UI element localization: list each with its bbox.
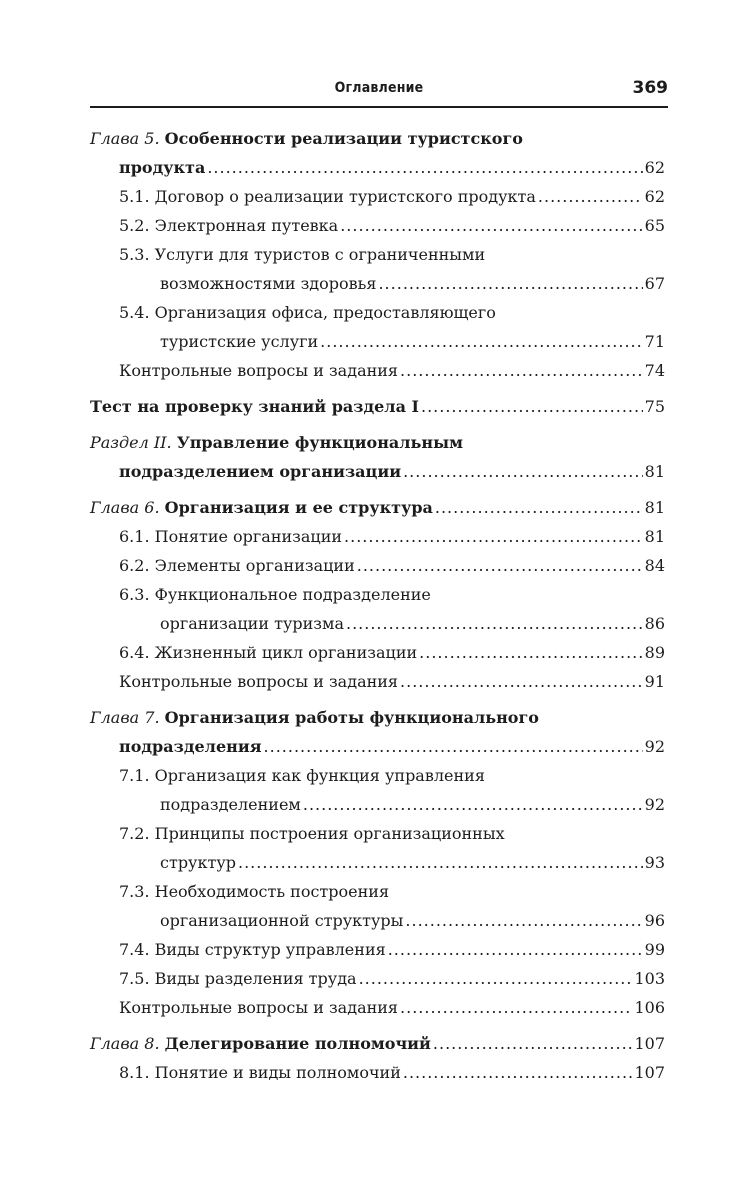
- page-ref: 89: [644, 643, 665, 662]
- section-title: Контрольные вопросы и задания: [119, 998, 399, 1017]
- leader-dots: [400, 667, 643, 696]
- section-title: 7.3. Необходимость построения: [119, 882, 390, 901]
- toc-section-7-5[interactable]: [90, 964, 665, 993]
- header-title: Оглавление: [334, 80, 424, 96]
- page-ref: 91: [644, 672, 665, 691]
- page-ref: 74: [644, 361, 665, 380]
- section-title: 7.5. Виды разделения труда: [119, 969, 357, 988]
- part-title-cont: подразделением организации: [119, 462, 402, 481]
- table-of-contents: [90, 124, 665, 1087]
- section-title-cont: организации туризма: [160, 614, 344, 633]
- leader-dots: [207, 153, 642, 182]
- running-header: [90, 74, 668, 108]
- test-title: Тест на проверку знаний раздела I: [90, 397, 419, 416]
- toc-questions-6[interactable]: [90, 667, 665, 696]
- toc-section-6-3[interactable]: [90, 580, 665, 638]
- leader-dots: [400, 993, 632, 1022]
- page-ref: 103: [634, 969, 665, 988]
- leader-dots: [403, 457, 643, 486]
- toc-chapter-8[interactable]: [90, 1029, 665, 1058]
- leader-dots: [538, 182, 643, 211]
- section-title: 6.4. Жизненный цикл организации: [119, 643, 418, 662]
- page-ref: 81: [644, 527, 665, 546]
- section-title-cont: организационной структуры: [160, 911, 404, 930]
- section-title: 7.1. Организация как функция управления: [119, 766, 485, 785]
- section-title: 5.2. Электронная путевка: [119, 216, 339, 235]
- section-title: 5.3. Услуги для туристов с ограниченными: [119, 245, 486, 264]
- section-title: 6.1. Понятие организации: [119, 527, 343, 546]
- toc-part-2[interactable]: [90, 428, 665, 486]
- page-number: 369: [632, 78, 668, 98]
- toc-section-8-1[interactable]: [90, 1058, 665, 1087]
- leader-dots: [344, 522, 643, 551]
- section-title: 5.4. Организация офиса, предоставляющего: [119, 303, 496, 322]
- section-title: 8.1. Понятие и виды полномочий: [119, 1063, 401, 1082]
- toc-section-7-2[interactable]: [90, 819, 665, 877]
- chapter-prefix: Глава 8.: [90, 1034, 160, 1053]
- toc-section-6-4[interactable]: [90, 638, 665, 667]
- page-ref: 96: [644, 911, 665, 930]
- toc-section-5-1[interactable]: [90, 182, 665, 211]
- section-title-cont: структур: [160, 853, 236, 872]
- leader-dots: [388, 935, 643, 964]
- page-ref: 65: [644, 216, 665, 235]
- chapter-title-cont: подразделения: [119, 737, 262, 756]
- leader-dots: [378, 269, 642, 298]
- toc-chapter-7[interactable]: [90, 703, 665, 761]
- toc-section-5-3[interactable]: [90, 240, 665, 298]
- page-ref: 107: [634, 1063, 665, 1082]
- toc-chapter-5[interactable]: [90, 124, 665, 182]
- chapter-title: Организация работы функционального: [164, 708, 539, 727]
- chapter-title: Делегирование полномочий: [164, 1034, 431, 1053]
- toc-section-7-4[interactable]: [90, 935, 665, 964]
- page-ref: 99: [644, 940, 665, 959]
- page-ref: 62: [644, 158, 665, 177]
- section-title: 5.1. Договор о реализации туристского продукта: [119, 187, 536, 206]
- section-title: 6.2. Элементы организации: [119, 556, 355, 575]
- section-title-cont: подразделением: [160, 795, 301, 814]
- page-ref: 81: [644, 462, 665, 481]
- leader-dots: [400, 356, 643, 385]
- toc-section-5-2[interactable]: [90, 211, 665, 240]
- leader-dots: [340, 211, 642, 240]
- page-ref: 71: [644, 332, 665, 351]
- leader-dots: [433, 1029, 633, 1058]
- toc-questions-5[interactable]: [90, 356, 665, 385]
- chapter-title: Особенности реализации туристского: [164, 129, 523, 148]
- toc-section-6-2[interactable]: [90, 551, 665, 580]
- chapter-prefix: Глава 7.: [90, 708, 160, 727]
- leader-dots: [303, 790, 643, 819]
- page-ref: 81: [644, 498, 665, 517]
- chapter-title-cont: продукта: [119, 158, 206, 177]
- section-title-cont: возможностями здоровья: [160, 274, 377, 293]
- leader-dots: [435, 493, 643, 522]
- page-ref: 92: [644, 795, 665, 814]
- chapter-prefix: Глава 6.: [90, 498, 160, 517]
- page-ref: 67: [644, 274, 665, 293]
- page-ref: 93: [644, 853, 665, 872]
- page-ref: 107: [634, 1034, 665, 1053]
- leader-dots: [264, 732, 643, 761]
- page-ref: 62: [644, 187, 665, 206]
- leader-dots: [405, 906, 642, 935]
- toc-questions-7[interactable]: [90, 993, 665, 1022]
- section-title: 6.3. Функциональное подразделение: [119, 585, 431, 604]
- section-title: Контрольные вопросы и задания: [119, 672, 399, 691]
- leader-dots: [357, 551, 643, 580]
- section-title: Контрольные вопросы и задания: [119, 361, 399, 380]
- page-ref: 92: [644, 737, 665, 756]
- toc-test-section-1[interactable]: [90, 392, 665, 421]
- page-ref: 84: [644, 556, 665, 575]
- leader-dots: [320, 327, 642, 356]
- section-title: 7.4. Виды структур управления: [119, 940, 386, 959]
- leader-dots: [238, 848, 643, 877]
- part-prefix: Раздел II.: [90, 433, 172, 452]
- section-title-cont: туристские услуги: [160, 332, 319, 351]
- leader-dots: [403, 1058, 633, 1087]
- leader-dots: [346, 609, 643, 638]
- chapter-title: Организация и ее структура: [164, 498, 433, 517]
- page-ref: 106: [634, 998, 665, 1017]
- toc-section-7-1[interactable]: [90, 761, 665, 819]
- part-title: Управление функциональным: [176, 433, 464, 452]
- section-title: 7.2. Принципы построения организационных: [119, 824, 505, 843]
- page-ref: 75: [644, 397, 665, 416]
- leader-dots: [359, 964, 633, 993]
- leader-dots: [421, 392, 643, 421]
- page-ref: 86: [644, 614, 665, 633]
- toc-section-7-3[interactable]: [90, 877, 665, 935]
- toc-section-5-4[interactable]: [90, 298, 665, 356]
- leader-dots: [419, 638, 643, 667]
- toc-chapter-6[interactable]: [90, 493, 665, 522]
- chapter-prefix: Глава 5.: [90, 129, 160, 148]
- toc-section-6-1[interactable]: [90, 522, 665, 551]
